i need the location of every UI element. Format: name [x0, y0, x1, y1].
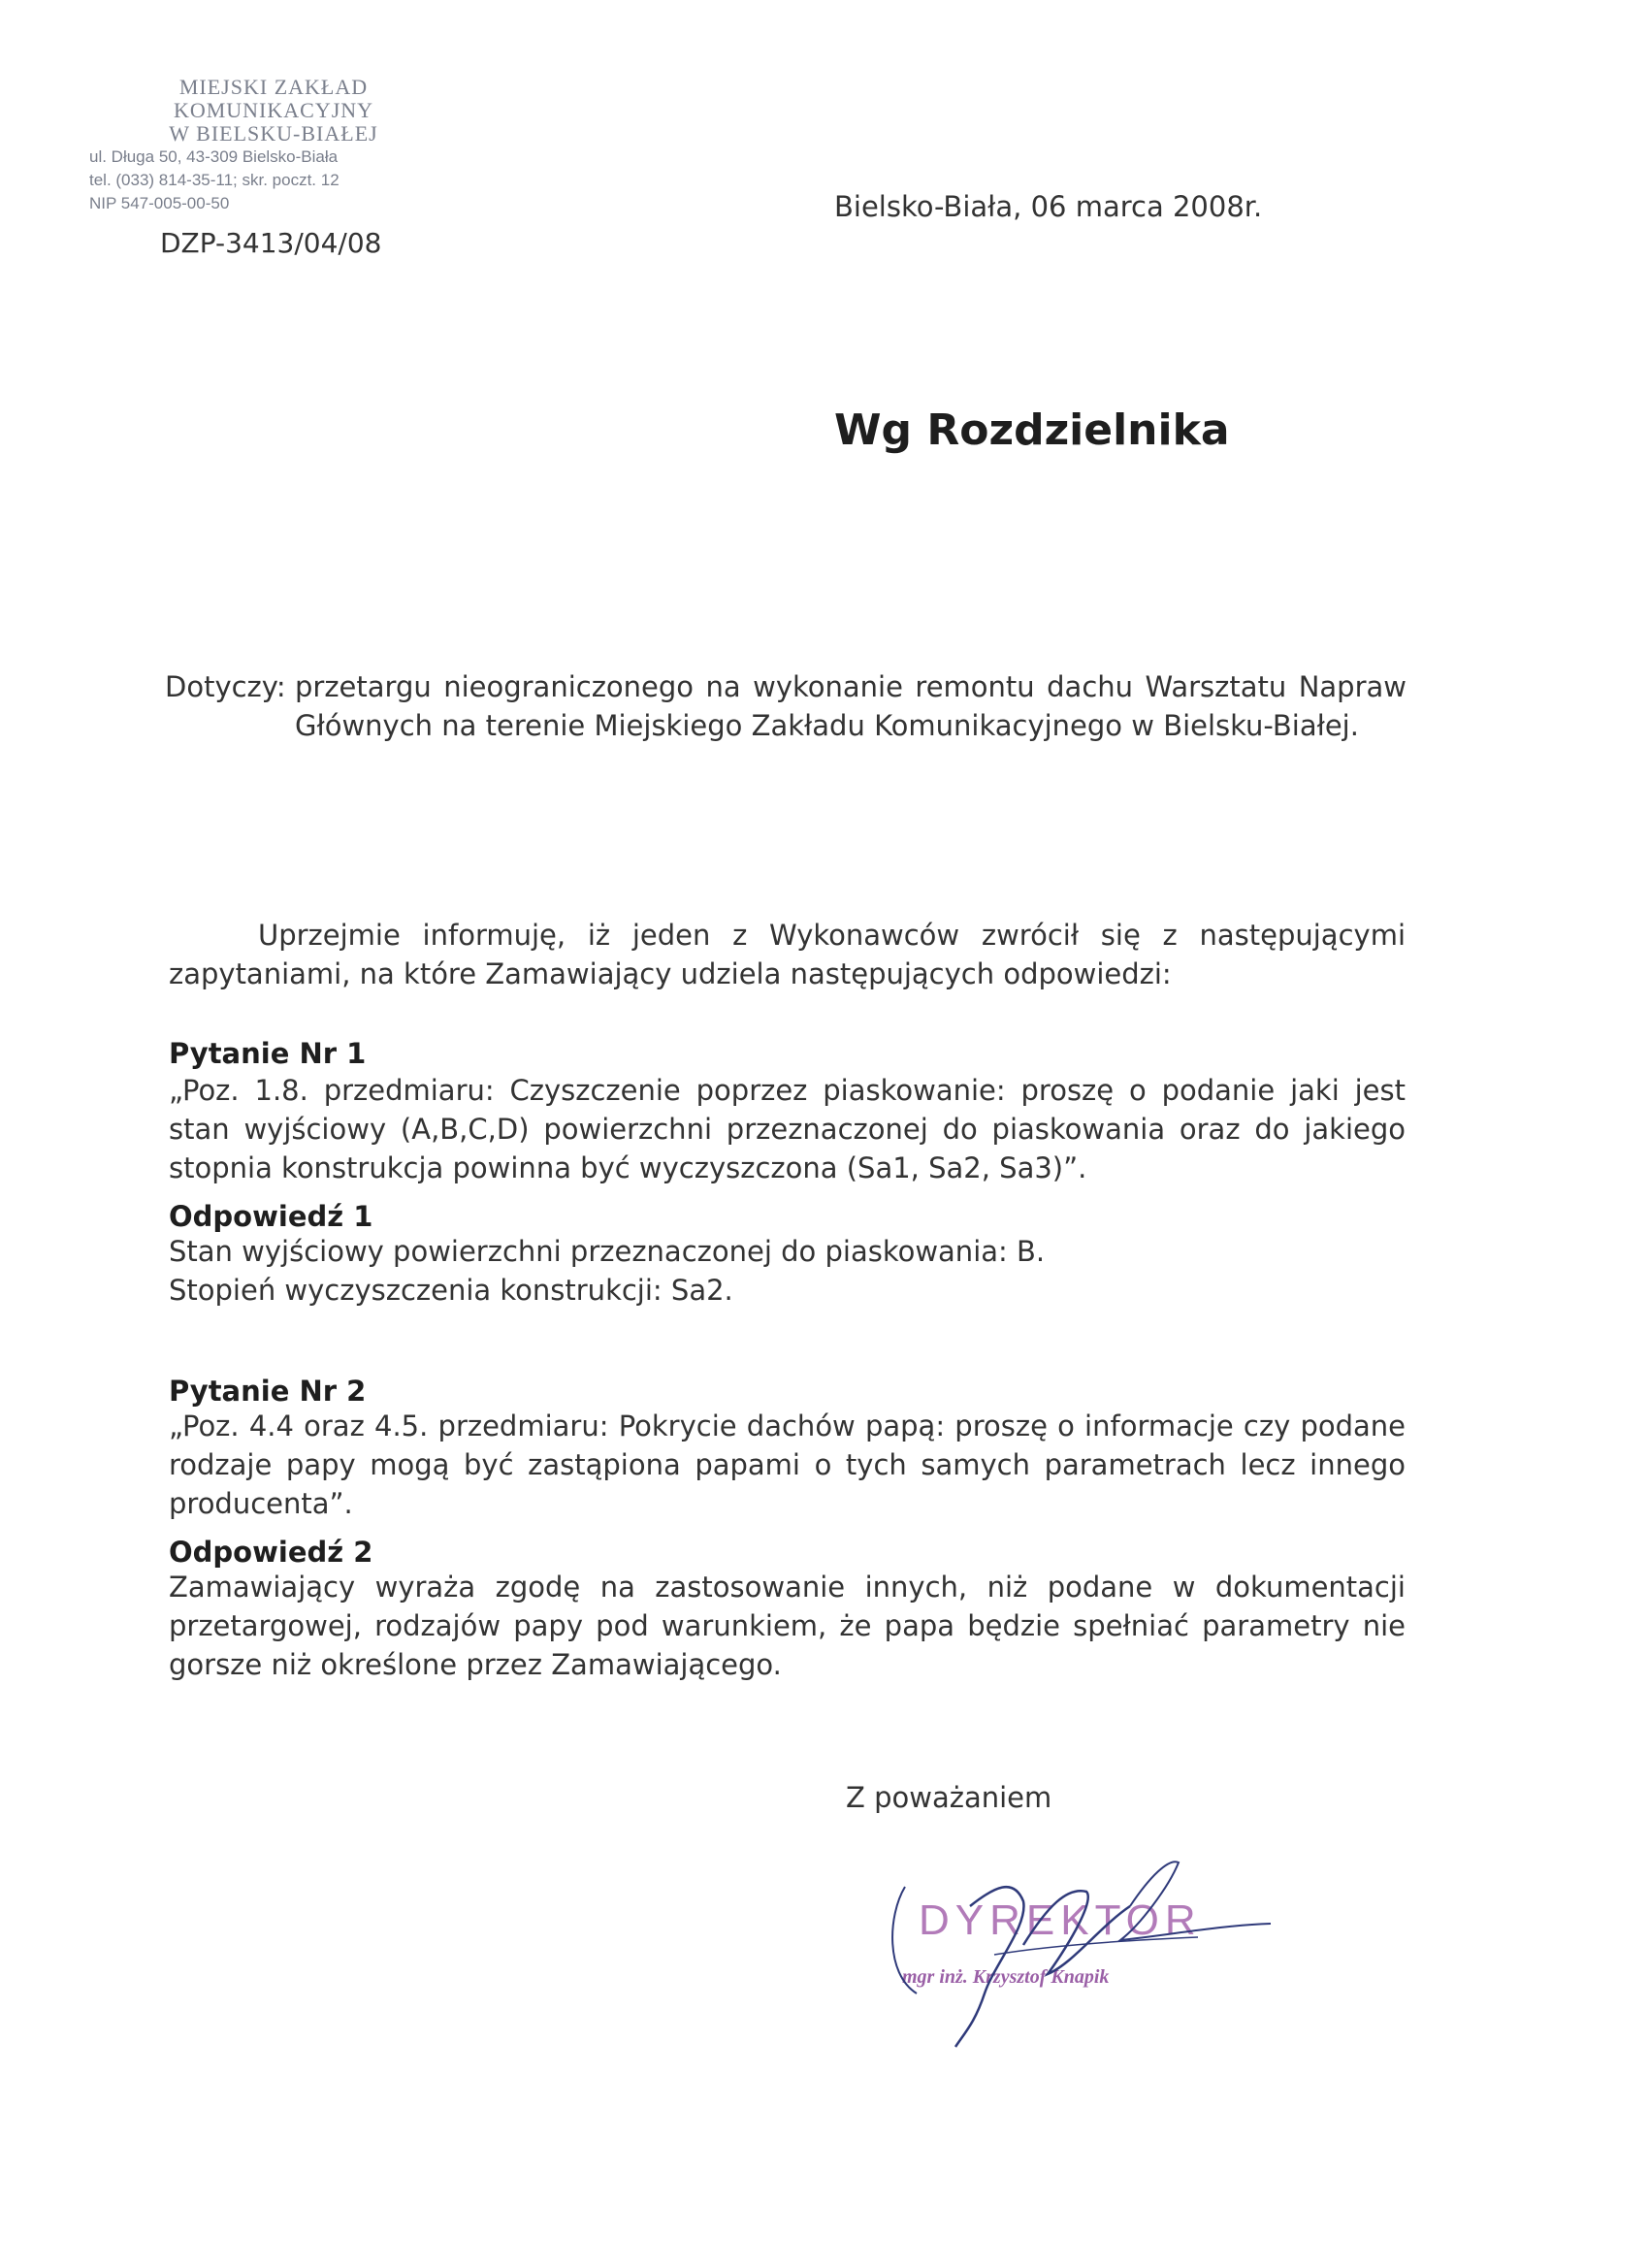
question-2-heading: Pytanie Nr 2 — [169, 1375, 367, 1408]
handwritten-signature-icon — [878, 1848, 1295, 2052]
answer-2-line: Zamawiający wyraża zgodę na zastosowanie innych, niż podane w dokumentacji przetargowej, rodzajów papy pod warunkiem, że papa będzie spełniać parametry nie gorsze niż określone przez Zamawiającego. — [169, 1571, 1406, 1681]
signature-stamp-name: mgr inż. Krzysztof Knapik — [902, 1966, 1110, 1988]
stamp-line-2: W BIELSKU-BIAŁEJ — [169, 121, 378, 146]
stamp-line-4: tel. (033) 814-35-11; skr. poczt. 12 — [89, 171, 340, 189]
stamp-line-1: MIEJSKI ZAKŁAD KOMUNIKACYJNY — [173, 75, 374, 122]
addressee: Wg Rozdzielnika — [834, 405, 1230, 455]
letter-date: Bielsko-Biała, 06 marca 2008r. — [834, 190, 1263, 223]
question-2-text: „Poz. 4.4 oraz 4.5. przedmiaru: Pokrycie dachów papą: proszę o informacje czy podane rodzaje papy mogą być zastąpiona papami o tych samych parametrach lecz innego producenta”. — [169, 1409, 1406, 1520]
subject — [165, 667, 1406, 745]
stamp-line-5: NIP 547-005-00-50 — [89, 194, 230, 212]
closing-phrase: Z poważaniem — [846, 1781, 1052, 1814]
answer-2-text — [169, 1568, 1406, 1684]
stamp-line-3: ul. Długa 50, 43-309 Bielsko-Biała — [89, 147, 339, 166]
question-1-text: „Poz. 1.8. przedmiaru: Czyszczenie poprzez piaskowanie: proszę o podanie jaki jest stan wyjściowy (A,B,C,D) powierzchni przeznaczonej do piaskowania oraz do jakiego stopnia konstrukcja powinna być wyczyszczona (Sa1, Sa2, Sa3)”. — [169, 1074, 1406, 1184]
answer-1-line: Stopień wyczyszczenia konstrukcji: Sa2. — [169, 1274, 733, 1307]
signature-block — [878, 1848, 1295, 2052]
reference-number: DZP-3413/04/08 — [160, 227, 382, 259]
answer-1-heading: Odpowiedź 1 — [169, 1200, 373, 1233]
subject-text: przetargu nieograniczonego na wykonanie remontu dachu Warsztatu Napraw Głównych na terenie Miejskiego Zakładu Komunikacyjnego w Bielsku-Białej. — [295, 670, 1406, 742]
answer-1-line: Stan wyjściowy powierzchni przeznaczonej do piaskowania: B. — [169, 1235, 1046, 1268]
question-1-heading: Pytanie Nr 1 — [169, 1037, 367, 1070]
answer-2-heading: Odpowiedź 2 — [169, 1536, 373, 1569]
organization-stamp — [89, 76, 458, 215]
answer-1-text — [169, 1232, 1406, 1310]
intro-paragraph: Uprzejmie informuję, iż jeden z Wykonawców zwrócił się z następującymi zapytaniami, na które Zamawiający udziela następujących odpowiedzi: — [169, 919, 1406, 990]
subject-label: Dotyczy: — [165, 670, 286, 703]
signature-stamp-title: DYREKTOR — [919, 1896, 1202, 1944]
